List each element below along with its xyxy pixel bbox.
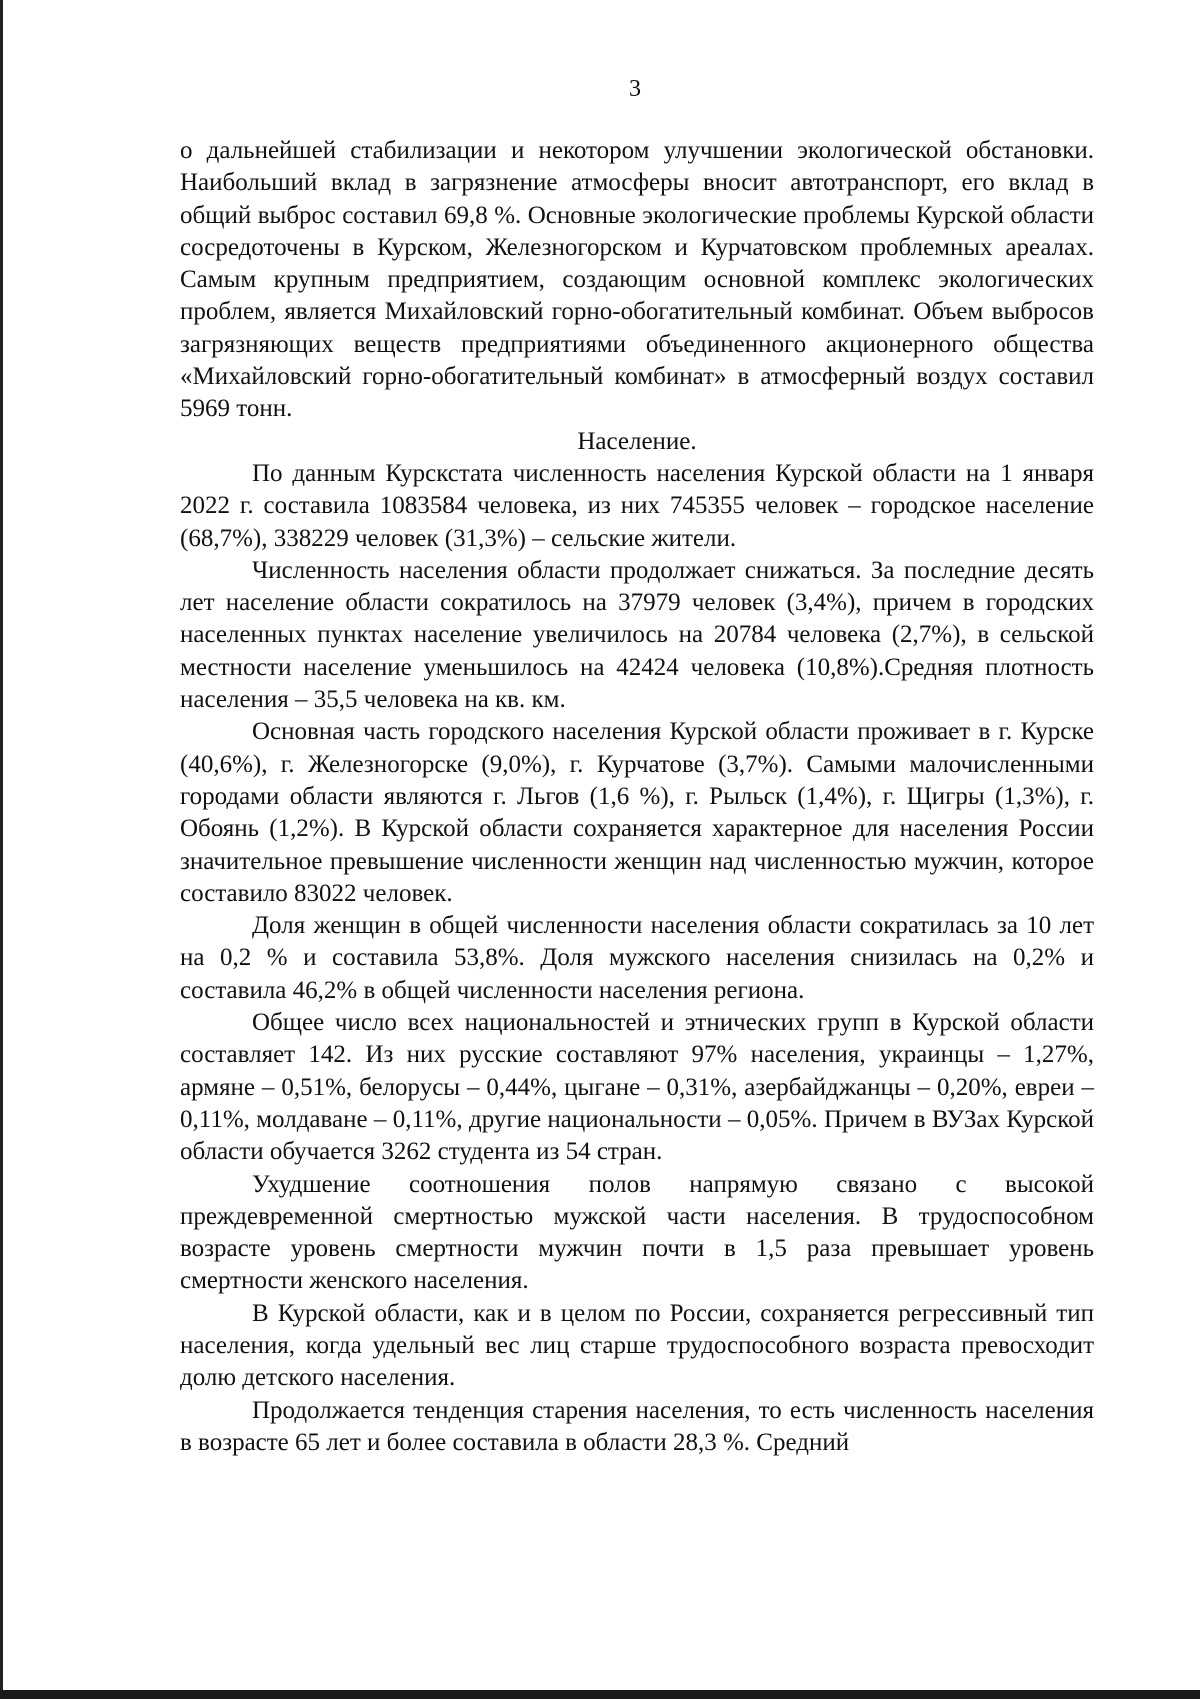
paragraph-ecology-continuation: о дальнейшей стабилизации и некотором улучшении экологической обстановки. Наибольший вклад в загрязнение атмосферы вносит автотранспорт, его вклад в общий выброс составил 69,8 %. Основные экологические проблемы Курской области сосредоточены в Курском, Железногорском и Курчатовском проблемных ареалах. Самым крупным предприятием, создающим основной комплекс экологических проблем, является Михайловский горно-обогатительный комбинат. Объем выбросов загрязняющих веществ предприятиями объединенного акционерного общества «Михайловский горно-обогатительный комбинат» в атмосферный воздух составил 5969 тонн. — [180, 137, 1094, 423]
paragraph-population-total: По данным Курскстата численность населения Курской области на 1 января 2022 г. составила 1083584 человека, из них 745355 человек – городское население (68,7%), 338229 человек (31,3%) – сельские жители. — [180, 459, 1094, 552]
section-heading-population: Население. — [577, 427, 697, 455]
scan-border-left — [0, 0, 3, 1699]
paragraph-population-decline: Численность населения области продолжает снижаться. За последние десять лет население области сократилось на 37979 человек (3,4%), причем в городских населенных пунктах население увеличилось на 20784 человека (2,7%), в сельской местности население уменьшилось на 42424 человека (10,8%).Средняя плотность населения – 35,5 человека на кв. км. — [180, 556, 1094, 714]
paragraph-nationalities: Общее число всех национальностей и этнических групп в Курской области составляет 142. Из них русские составляют 97% населения, украинцы – 1,27%, армяне – 0,51%, белорусы – 0,44%, цыгане – 0,31%, азербайджанцы – 0,20%, евреи – 0,11%, молдаване – 0,11%, другие национальности – 0,05%. Причем в ВУЗах Курской области обучается 3262 студента из 54 стран. — [180, 1009, 1094, 1166]
paragraph-aging: Продолжается тенденция старения населения, то есть численность населения в возрасте 65 лет и более составила в области 28,3 %. Средний — [180, 1396, 1094, 1456]
page-number: 3 — [629, 76, 641, 102]
paragraph-urban-distribution: Основная часть городского населения Курской области проживает в г. Курске (40,6%), г. Железногорске (9,0%), г. Курчатове (3,7%). Самыми малочисленными городами области являются г. Льгов (1,6 %), г. Рыльск (1,4%), г. Щигры (1,3%), г. Обоянь (1,2%). В Курской области сохраняется характерное для населения России значительное превышение численности женщин над численностью мужчин, которое составило 83022 человек. — [180, 718, 1094, 907]
paragraph-mortality: Ухудшение соотношения полов напрямую связано с высокой преждевременной смертностью мужской части населения. В трудоспособном возрасте уровень смертности мужчин почти в 1,5 раза превышает уровень смертности женского населения. — [180, 1170, 1094, 1295]
scan-border-bottom — [0, 1690, 1200, 1699]
paragraph-regressive-type: В Курской области, как и в целом по России, сохраняется регрессивный тип населения, когда удельный вес лиц старше трудоспособного возраста превосходит долю детского населения. — [180, 1299, 1094, 1392]
paragraph-gender-share: Доля женщин в общей численности населения области сократилась за 10 лет на 0,2 % и составила 53,8%. Доля мужского населения снизилась на 0,2% и составила 46,2% в общей численности населения региона. — [180, 912, 1094, 1004]
page-body — [180, 135, 1094, 1459]
